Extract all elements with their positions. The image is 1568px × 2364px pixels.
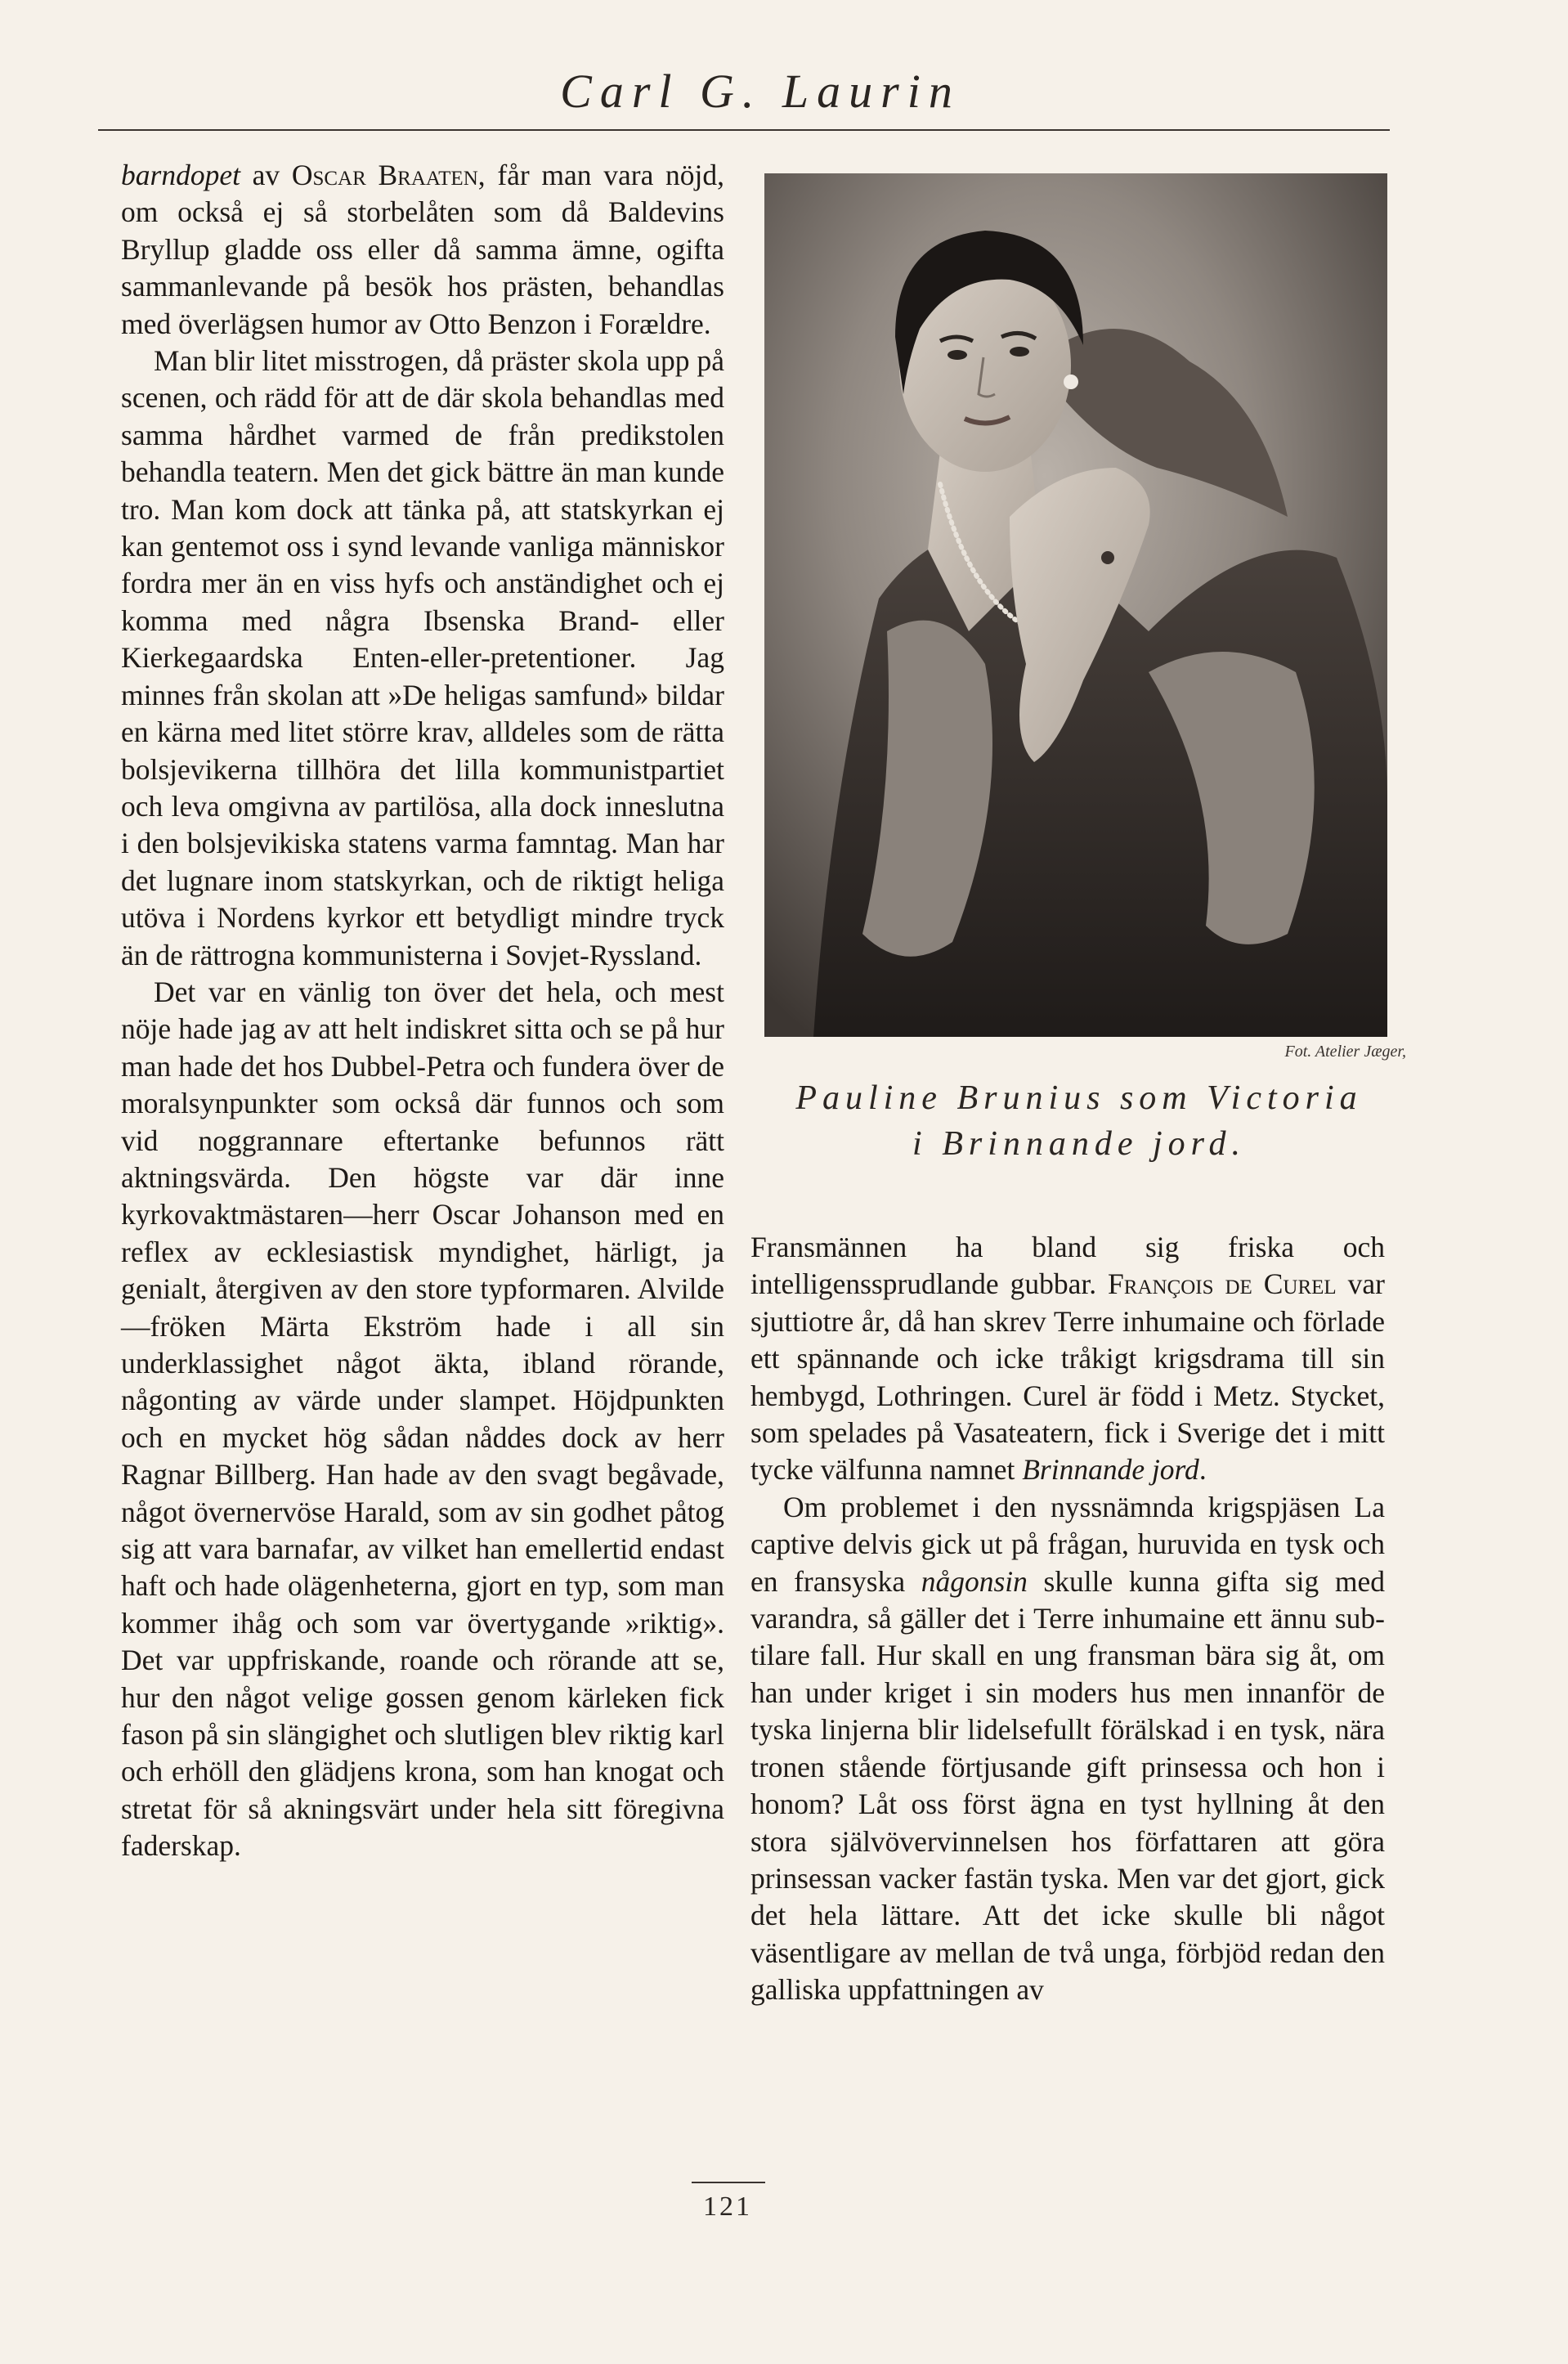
right-column: [750, 1229, 1385, 2009]
text-run: var sjuttiotre år, då han skrev Terre inhumaine och förlade ett spännande och icke tråkigt krigsdrama till sin hembygd, Lothringen. Curel är född i Metz. Stycket, som spelades på Vasateatern, fick i Sverige det i mitt tycke välfunna namnet: [750, 1267, 1385, 1487]
folio-rule: [692, 2182, 765, 2183]
photo-credit: Fot. Atelier Jæger,: [1284, 1043, 1406, 1061]
text-run: skulle kunna gifta sig med varandra, så gäller det i Terre inhumaine ett ännu subtilare fall. Hur skall en ung fransman bära sig åt, om han under kriget i sin moders hus men innanför de tyska linjerna blir lidelsefullt förälskad i en tysk, nära tronen stående förtjusande gift prinsessa och hon i honom? Låt oss först ägna en tyst hyllning åt den stora självövervinnelsen hos författaren att göra prinsessan vacker fastän tyska. Men var det gjort, gick det hela lättare. Att det icke skulle bli något väsentligare av mellan de två unga, förbjöd redan den galliska uppfattningen av: [750, 1564, 1385, 2007]
paragraph: [750, 1229, 1385, 1489]
italic-run: barndopet: [121, 159, 240, 191]
paragraph: [750, 1489, 1385, 2009]
text-run: Fransmännen ha bland sig friska och intelligenssprudlande gubbar.: [750, 1231, 1385, 1301]
text-run: .: [1198, 1453, 1207, 1487]
running-head: Carl G. Laurin: [560, 65, 961, 118]
italic-run: någonsin: [921, 1564, 1028, 1598]
paragraph: [121, 343, 724, 974]
header-rule: [98, 129, 1390, 131]
caption-line-1: Pauline Brunius som Victoria: [795, 1079, 1363, 1117]
text-run: av: [240, 159, 292, 191]
photo-caption: [752, 1075, 1406, 1167]
italic-run: Brinnande jord: [1022, 1453, 1199, 1487]
caption-line-2: i Brinnande jord.: [912, 1125, 1246, 1163]
portrait-photo: [764, 173, 1387, 1037]
left-column: [121, 157, 724, 1865]
paragraph: [121, 157, 724, 343]
text-run: Om problemet i den nyssnämnda krigspjäsen La captive delvis gick ut på frågan, huruvida en tysk och en fransyska: [750, 1490, 1385, 1598]
text-run: Det var en vänlig ton över det hela, och mest nöje hade jag av att helt indiskret sitta och se på hur man hade det hos Dubbel-Petra och fundera över de moralsynpunkter som också där funnos och som vid noggrannare eftertanke befunnos rätt aktningsvärda. Den högste var där inne kyrkovaktmästaren—herr Oscar Johanson med en reflex av ecklesiastisk myndighet, härligt, ja genialt, återgiven av den store typformaren. Alvilde—fröken Märta Ekström hade i all sin underklassighet något äkta, ibland rörande, någonting av värde under slampet. Höjdpunkten och en mycket hög sådan nåddes dock av herr Ragnar Billberg. Han hade av den svagt begåvade, något övernervöse Harald, som av sin godhet påtog sig att vara barnafar, av vilket han emellertid endast haft och hade olägenheterna, gjort en typ, som man kommer ihåg och som var övertygande »riktig». Det var uppfriskande, roande och rörande att se, hur den något velige gossen genom kärleken fick fason på sin slängighet och slutligen blev riktig karl och erhöll den glädjens krona, som han knogat och stretat för så akningsvärt under hela sitt föregivna faderskap.: [121, 975, 724, 1863]
small-caps-run: Oscar Braaten: [291, 159, 478, 191]
paragraph: [121, 974, 724, 1865]
page-number: 121: [703, 2191, 752, 2222]
text-run: , får man vara nöjd, om också ej så storbelåten som då Baldevins Bryllup gladde oss eller då samma ämne, ogifta sammanlevande på besök hos prästen, behandlas med överlägsen humor av Otto Benzon i Forældre.: [121, 159, 725, 340]
text-run: Man blir litet misstrogen, då präster skola upp på scenen, och rädd för att de där skola behandlas med samma hårdhet varmed de från predikstolen behandla teatern. Men det gick bättre än man kunde tro. Man kom dock att tänka på, att statskyrkan ej kan gentemot oss i synd levande vanliga människor fordra mer än en viss hyfs och anständighet och ej komma med några Ibsenska Brand- eller Kierkegaardska Enten-eller-pretentioner. Jag minnes från skolan att »De heligas samfund» bildar en kärna med litet större krav, alldeles som de rätta bolsjevikerna tillhöra det lilla kommunistpartiet och leva omgivna av partilösa, alla dock inneslutna i den bolsjevikiska statens varma famntag. Man har det lugnare inom statskyrkan, och de riktigt heliga utöva i Nordens kyrkor ett betydligt mindre tryck än de rättrogna kommunisterna i Sovjet-Ryssland.: [121, 344, 724, 971]
small-caps-run: François de Curel: [1108, 1267, 1337, 1301]
